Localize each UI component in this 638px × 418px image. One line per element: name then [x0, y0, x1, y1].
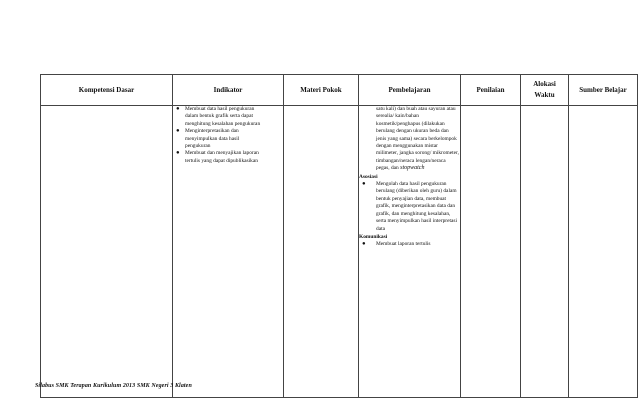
header-materi-pokok: Materi Pokok [284, 75, 359, 106]
cell-alokasi-waktu [521, 106, 569, 398]
asosiasi-list [359, 181, 460, 233]
indikator-text: Membuat data hasil pengukuran dalam bentuk grafik serta dapat menghitung kesalahan pengukuran [185, 106, 261, 127]
header-indikator: Indikator [173, 75, 284, 106]
cell-kompetensi-dasar [41, 106, 173, 398]
list-item [359, 181, 460, 233]
list-item [173, 150, 263, 165]
komunikasi-list [359, 241, 460, 248]
bullet-icon: ● [362, 181, 366, 188]
komunikasi-heading: Komunikasi [359, 233, 388, 240]
cell-indikator [173, 106, 284, 398]
list-item [173, 128, 263, 150]
cell-penilaian [461, 106, 521, 398]
header-alokasi-line2: Waktu [534, 91, 555, 99]
bullet-icon: ● [176, 150, 180, 157]
indikator-text: Membuat dan menyajikan laporan tertulis yang dapat dipublikasikan [185, 150, 259, 164]
pembelajaran-continuation-text: satu kali) dan buah atau sayuran atau serealia/ kain/bahan kosmetik/penghapus (dilakukan berulang dengan ukuran beda dan jenis yang sama) secara berkelompok dengan menggunakan mistar milimeter, jangka sorong/ mikrometer, timbangan/neraca lengan/neraca pegas, dan [376, 106, 459, 172]
header-sumber-belajar: Sumber Belajar [569, 75, 638, 106]
header-kompetensi-dasar: Kompetensi Dasar [41, 75, 173, 106]
indikator-text: Menginterpretasikan dan menyimpulkan data hasil pengukuran [185, 128, 240, 150]
komunikasi-text: Membuat laporan tertulis [376, 241, 431, 248]
list-item [359, 241, 460, 248]
table-row [41, 106, 638, 398]
indikator-list [173, 106, 283, 165]
list-item [173, 106, 263, 128]
syllabus-table [40, 74, 638, 398]
header-alokasi-waktu [521, 75, 569, 106]
bullet-icon: ● [176, 106, 180, 112]
header-penilaian: Penilaian [461, 75, 521, 106]
cell-materi-pokok [284, 106, 359, 398]
asosiasi-heading: Asosiasi [359, 173, 378, 180]
cell-sumber-belajar [569, 106, 638, 398]
header-pembelajaran: Pembelajaran [359, 75, 461, 106]
bullet-icon: ● [362, 241, 366, 248]
pembelajaran-continuation [359, 106, 460, 173]
asosiasi-text: Mengolah data hasil pengukuran berulang (diberikan oleh guru) dalam bentuk penyajian data, membuat grafik, menginterpretasikan data dan grafik, dan menghitung kesalahan, serta menyimpulkan hasil interpretasi data [376, 181, 457, 232]
bullet-icon: ● [176, 128, 180, 135]
page-footer: Silabus SMK Terapan Kurikulum 2013 SMK Negeri 3 Klaten [35, 383, 192, 389]
header-alokasi-line1: Alokasi [533, 80, 556, 88]
stopwatch-term: stopwatch [400, 165, 425, 172]
cell-pembelajaran [359, 106, 461, 398]
table-header-row [41, 75, 638, 106]
